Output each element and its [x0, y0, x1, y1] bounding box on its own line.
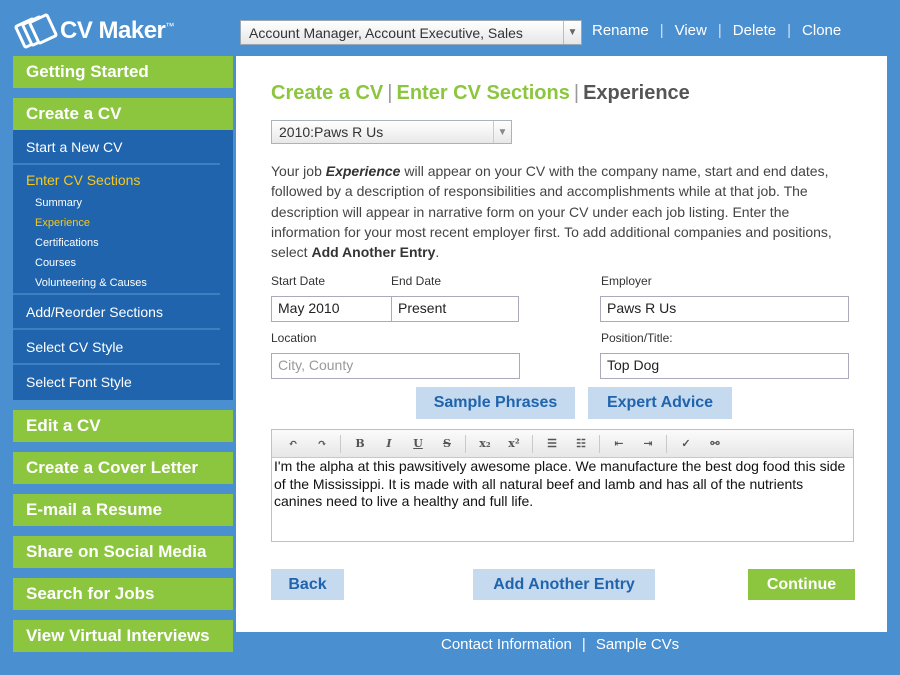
strikethrough-icon[interactable]: S — [443, 437, 451, 450]
location-label: Location — [271, 331, 317, 345]
editor-content[interactable]: I'm the alpha at this pawsitively awesome place. We manufacture the best dog food this side of the Mississippi. It is made with all natural beef and lamb and has all of the nutrients canines need to live a healthy and full life. — [274, 458, 846, 509]
section-courses[interactable]: Courses — [35, 257, 76, 269]
sidebar-share-social[interactable]: Share on Social Media — [13, 536, 233, 568]
chevron-down-icon: ▼ — [563, 21, 581, 44]
job-entry-select[interactable] — [271, 120, 512, 144]
sidebar-email-resume[interactable]: E-mail a Resume — [13, 494, 233, 526]
sidebar-virtual-interviews[interactable]: View Virtual Interviews — [13, 620, 233, 652]
sidebar-enter-cv-sections[interactable]: Enter CV Sections — [26, 172, 141, 188]
sample-cvs-link[interactable]: Sample CVs — [595, 636, 680, 653]
logo-text: CV Maker™ — [60, 17, 174, 44]
add-another-entry-button[interactable]: Add Another Entry — [473, 569, 655, 600]
editor-toolbar — [272, 430, 853, 458]
location-field[interactable]: City, County — [271, 353, 520, 379]
sidebar-create-cv[interactable]: Create a CV — [13, 98, 233, 130]
logo-pages-icon — [16, 14, 54, 48]
superscript-icon[interactable]: x² — [508, 437, 520, 450]
section-experience[interactable]: Experience — [35, 217, 91, 229]
breadcrumb-enter-sections[interactable]: Enter CV Sections — [396, 82, 570, 104]
footer-links — [441, 636, 679, 653]
divider: | — [659, 22, 664, 39]
unlink-icon[interactable]: ⚯ — [710, 437, 720, 450]
divider: | — [581, 636, 586, 653]
subscript-icon[interactable]: x₂ — [479, 437, 491, 450]
sidebar-getting-started[interactable]: Getting Started — [13, 56, 233, 88]
sidebar-cover-letter[interactable]: Create a Cover Letter — [13, 452, 233, 484]
cv-select-dropdown[interactable] — [240, 20, 582, 45]
employer-label: Employer — [601, 274, 652, 288]
job-entry-value: 2010:Paws R Us — [279, 124, 384, 140]
spellcheck-icon[interactable]: ✓ — [681, 437, 691, 450]
sample-phrases-button[interactable]: Sample Phrases — [416, 387, 575, 419]
instructions-text: Your job Experience will appear on your CV with the company name, start and end dates, followed by a description of responsibilities and accomplishments while at that job. The description will appear in narrative form on your CV under each job listing. Enter the information for your most recent employer first. To add additional companies and positions, select Add Another Entry. — [271, 163, 832, 261]
bold-icon[interactable]: B — [355, 437, 365, 450]
breadcrumb-create-cv[interactable]: Create a CV — [271, 82, 384, 104]
back-button[interactable]: Back — [271, 569, 344, 600]
section-list — [13, 193, 220, 295]
sidebar-select-cv-style[interactable]: Select CV Style — [13, 330, 220, 365]
redo-icon[interactable]: ↷ — [317, 437, 327, 450]
start-date-label: Start Date — [271, 274, 326, 288]
cv-select-value: Account Manager, Account Executive, Sales — [249, 24, 523, 41]
main-panel — [236, 56, 887, 632]
divider: | — [787, 22, 792, 39]
cv-maker-logo[interactable] — [16, 14, 174, 48]
sidebar-edit-cv[interactable]: Edit a CV — [13, 410, 233, 442]
divider: | — [717, 22, 722, 39]
clone-link[interactable]: Clone — [802, 22, 842, 39]
expert-advice-button[interactable]: Expert Advice — [588, 387, 732, 419]
italic-icon[interactable]: I — [386, 437, 392, 450]
outdent-icon[interactable]: ⇤ — [614, 437, 624, 450]
description-editor[interactable] — [271, 429, 854, 542]
end-date-label: End Date — [391, 274, 442, 288]
undo-icon[interactable]: ↶ — [288, 437, 298, 450]
employer-field[interactable]: Paws R Us — [600, 296, 849, 322]
delete-link[interactable]: Delete — [732, 22, 777, 39]
page-title: Create a CV | Enter CV Sections | Experience — [271, 82, 690, 104]
breadcrumb-current: Experience — [583, 82, 690, 104]
section-summary[interactable]: Summary — [35, 197, 83, 209]
sidebar-add-reorder[interactable]: Add/Reorder Sections — [13, 295, 220, 330]
rename-link[interactable]: Rename — [592, 22, 649, 39]
section-volunteering[interactable]: Volunteering & Causes — [35, 277, 147, 289]
create-cv-group — [13, 98, 233, 400]
position-label: Position/Title: — [601, 331, 673, 345]
underline-icon[interactable]: U — [413, 437, 423, 450]
contact-information-link[interactable]: Contact Information — [441, 636, 572, 653]
view-link[interactable]: View — [674, 22, 707, 39]
sidebar-start-new-cv[interactable]: Start a New CV — [13, 130, 220, 165]
sidebar-select-font-style[interactable]: Select Font Style — [26, 374, 132, 390]
position-field[interactable]: Top Dog — [600, 353, 849, 379]
start-date-field[interactable]: May 2010 — [271, 296, 392, 322]
section-certifications[interactable]: Certifications — [35, 237, 99, 249]
indent-icon[interactable]: ⇥ — [643, 437, 653, 450]
continue-button[interactable]: Continue — [748, 569, 855, 600]
bulleted-list-icon[interactable]: ☷ — [576, 437, 586, 450]
numbered-list-icon[interactable]: ☰ — [547, 437, 557, 450]
sidebar — [13, 56, 233, 662]
chevron-down-icon: ▼ — [493, 121, 511, 143]
end-date-field[interactable]: Present — [391, 296, 519, 322]
cv-actions — [592, 22, 841, 39]
sidebar-search-jobs[interactable]: Search for Jobs — [13, 578, 233, 610]
